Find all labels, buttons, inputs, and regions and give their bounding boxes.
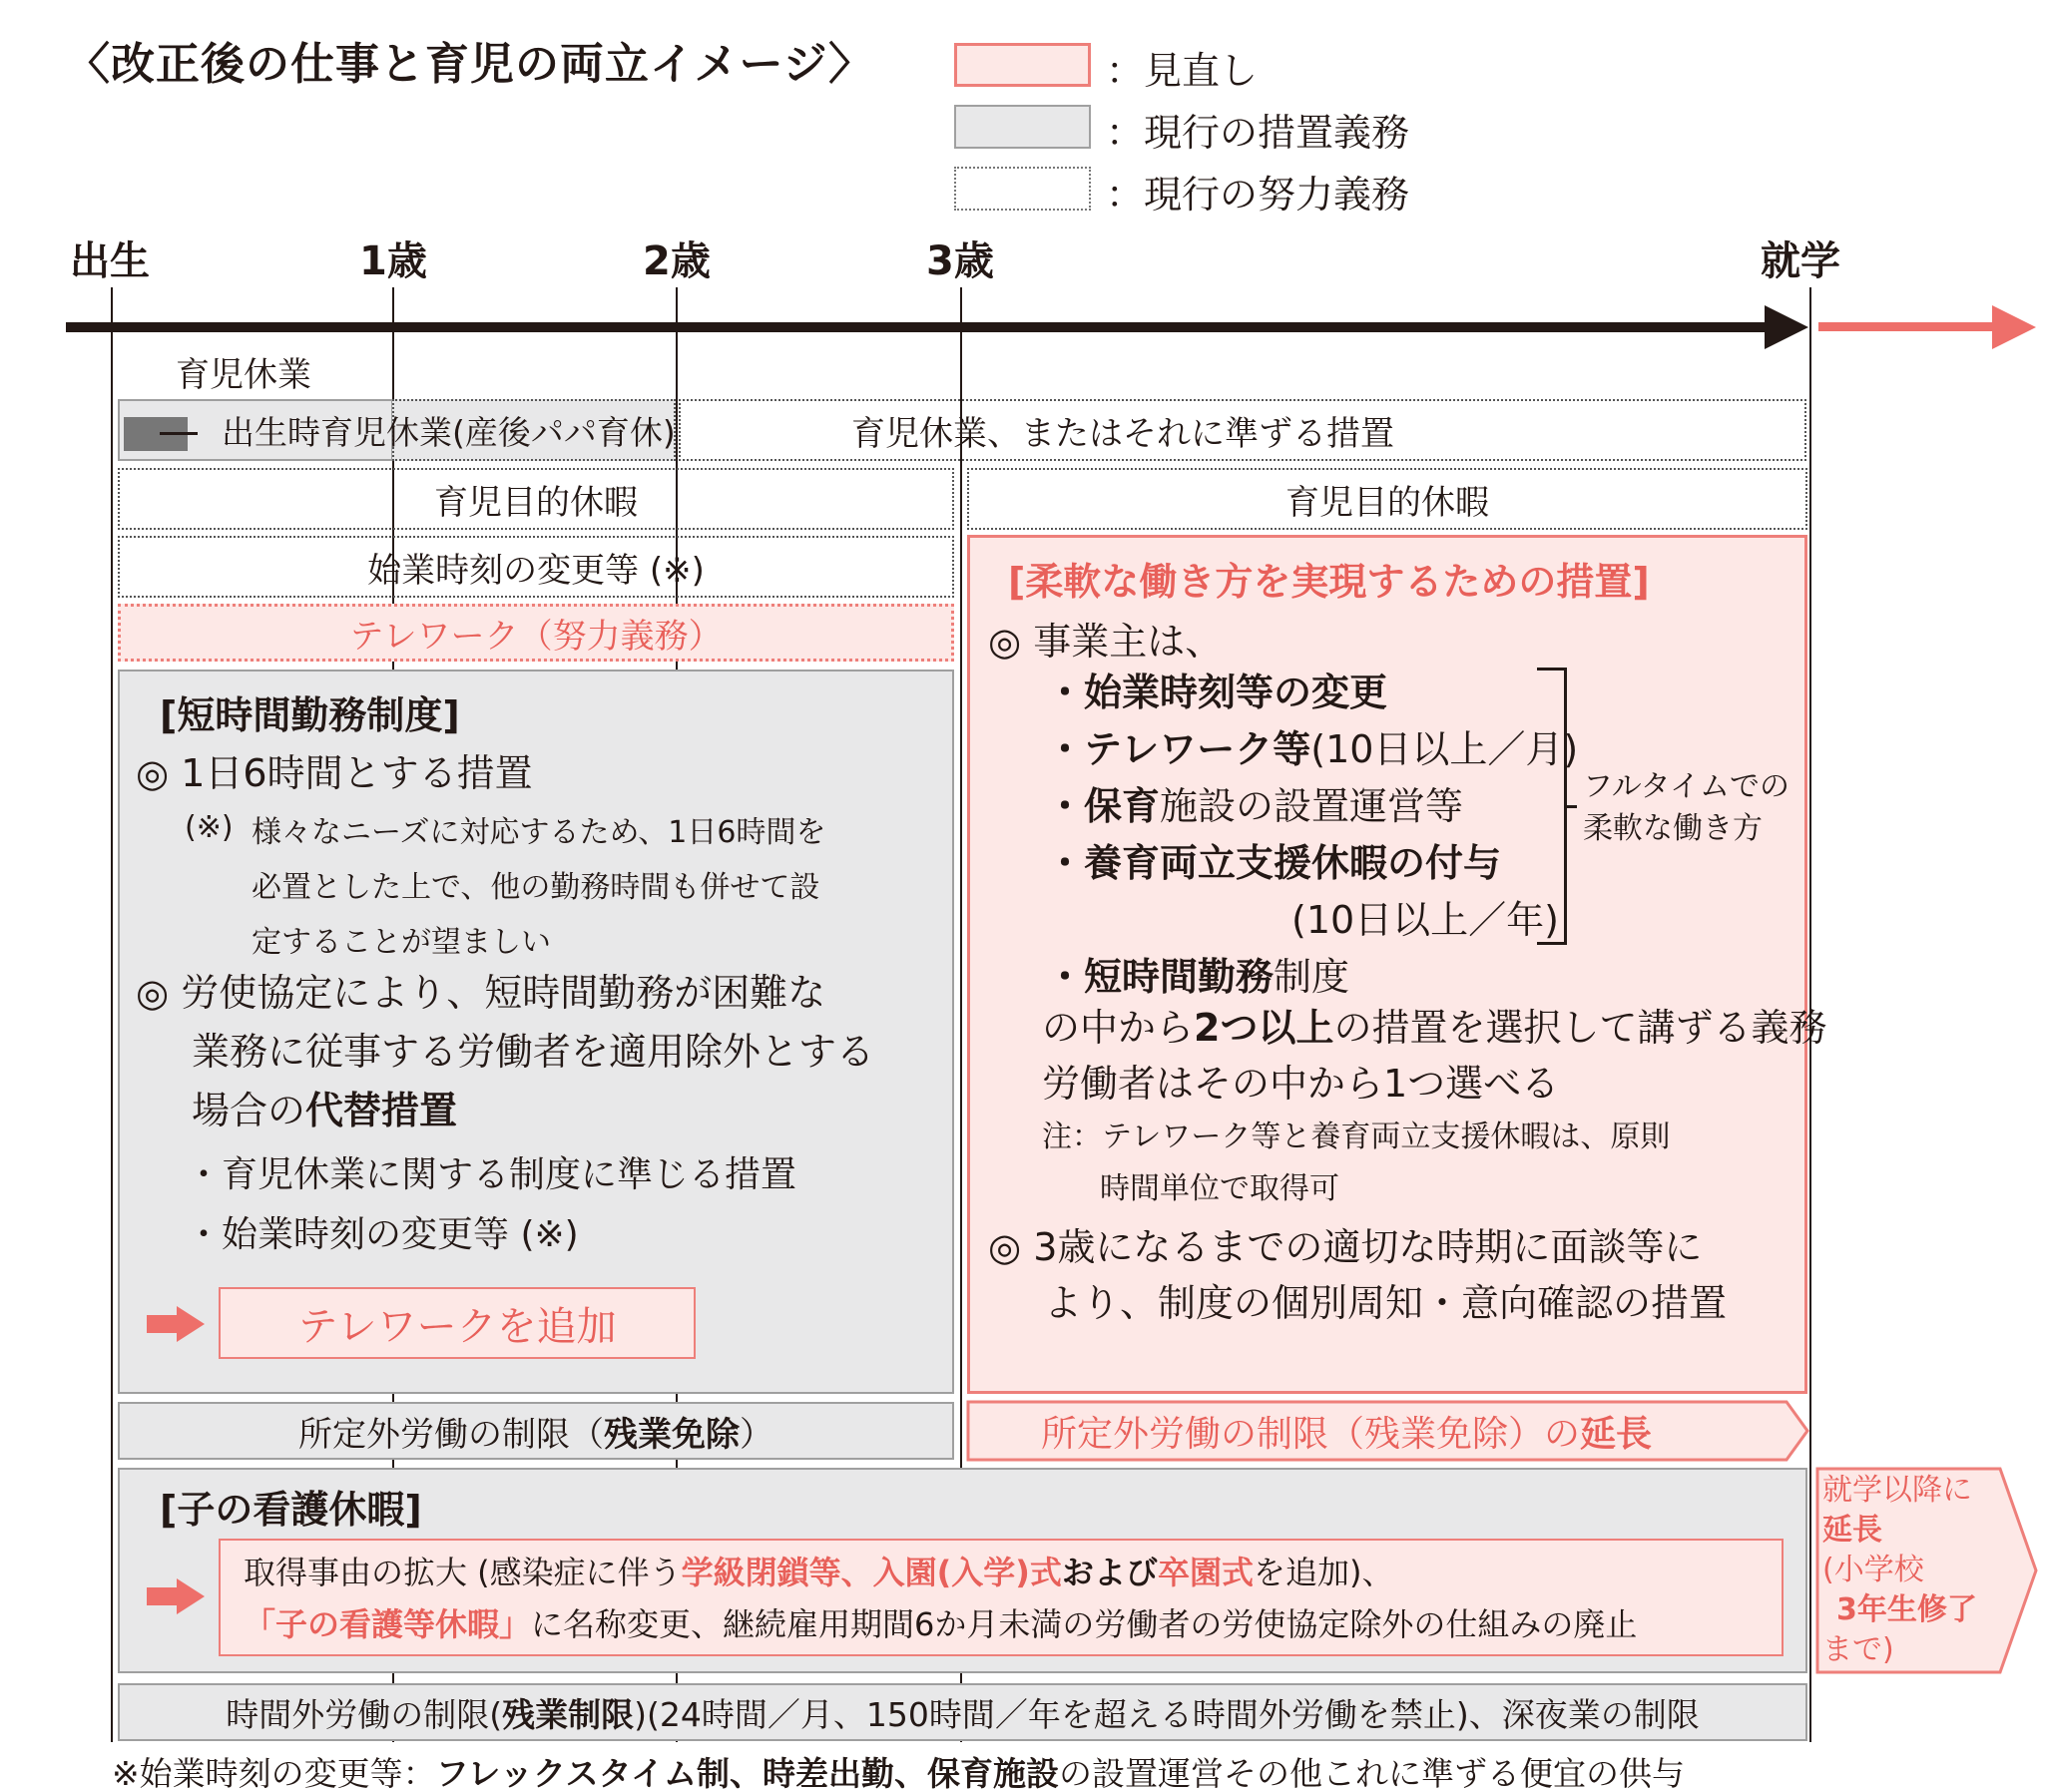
overtime-exemption-bold: 残業免除	[604, 1414, 740, 1455]
extension-line-1: 就学以降に	[1822, 1473, 1972, 1508]
option-support-leave-bold: ・養育両立支援休暇の付与	[1046, 841, 1502, 885]
birth-leave-leader-line	[160, 432, 198, 435]
sick-child-leave-changes	[244, 1547, 1637, 1650]
bracket-pointer	[1567, 805, 1577, 808]
extension-line-2: 延長	[1822, 1513, 1882, 1548]
axis-label-age-1: 1歳	[359, 238, 427, 284]
option-support-leave-detail-text: (10日以上／年)	[1291, 898, 1560, 942]
option-start-time	[1046, 665, 1578, 721]
axis-label-age-2: 2歳	[643, 238, 711, 284]
childcare-leave-equivalent-label: 育児休業、またはそれに準ずる措置	[851, 413, 1394, 454]
sick-child-leave-line-1	[244, 1547, 1637, 1598]
legend-label-revised: ：見直し	[1106, 49, 1259, 93]
flexible-choice-text	[1042, 1000, 1826, 1112]
line1-seg-4: 卒園式	[1157, 1554, 1254, 1591]
telework-effort-label: テレワーク（努力義務）	[349, 616, 723, 657]
purpose-leave-row-left	[118, 468, 954, 530]
add-telework-label: テレワークを追加	[297, 1303, 617, 1350]
overtime-exemption-row	[118, 1402, 954, 1460]
childcare-leave-equivalent-row	[679, 399, 1806, 461]
short-hours-bullet-2: ・始業時刻の変更等 (※)	[186, 1214, 579, 1255]
flexible-item-2-line-2: より、制度の個別周知・意向確認の措置	[1044, 1281, 1728, 1325]
flexible-note-line-1: 注：テレワーク等と養育両立支援休暇は、原則	[1042, 1120, 1671, 1154]
option-support-leave	[1046, 835, 1578, 892]
footnote-prefix: ※始業時刻の変更等：	[112, 1754, 436, 1792]
option-start-time-bold: ・始業時刻等の変更	[1046, 671, 1388, 714]
short-hours-note	[252, 805, 825, 970]
worker-choice: 労働者はその中から1つ選べる	[1042, 1062, 1560, 1106]
option-short-hours	[1046, 949, 1578, 1006]
legend-label-current-mandatory: ：現行の措置義務	[1106, 111, 1410, 155]
choose-bold: 2つ以上	[1194, 1006, 1334, 1050]
line1-seg-5: を追加)、	[1253, 1554, 1394, 1591]
add-telework-arrow-icon	[147, 1306, 205, 1342]
line1-seg-2: 学級閉鎖等、入園(入学)式	[681, 1554, 1062, 1591]
line1-seg-3: および	[1061, 1554, 1158, 1591]
flexible-work-heading: [柔軟な働き方を実現するための措置]	[1008, 560, 1650, 604]
start-time-change-label: 始業時刻の変更等 (※)	[367, 550, 705, 591]
timeline-arrowhead-icon	[1765, 305, 1808, 349]
short-hours-note-line-2: 必置とした上で、他の勤務時間も併せて設	[252, 870, 820, 905]
option-short-hours-normal: 制度	[1274, 955, 1350, 999]
line2-seg-2: に名称変更、継続雇用期間6か月未満の労働者の労使協定除外の仕組みの廃止	[531, 1605, 1638, 1643]
timeline-axis	[66, 322, 1775, 332]
option-support-leave-detail	[1046, 892, 1578, 949]
bracket-note-line-2: 柔軟な働き方	[1583, 811, 1763, 846]
flexible-item-2-line-1: ◎ 3歳になるまでの適切な時期に面談等に	[988, 1225, 1703, 1269]
legend-swatch-current-effort	[954, 167, 1091, 211]
short-hours-item-2-line-2: 業務に従事する労働者を適用除外とする	[192, 1030, 875, 1074]
school-extension-text	[1822, 1471, 1977, 1670]
axis-label-birth: 出生	[70, 238, 150, 284]
flexible-item-2	[988, 1219, 1727, 1331]
line1-seg-1: 取得事由の拡大 (感染症に伴う	[244, 1554, 682, 1591]
overtime-limit-bold: 残業制限	[502, 1694, 635, 1734]
overtime-limit-suffix: )(24時間／月、150時間／年を超える時間外労働を禁止)、深夜業の制限	[634, 1694, 1700, 1734]
purpose-leave-left-label: 育児目的休暇	[434, 482, 638, 523]
sick-child-leave-line-2	[244, 1598, 1637, 1650]
legend-swatch-revised	[954, 43, 1091, 87]
extension-line-3: (小学校	[1822, 1553, 1924, 1587]
fulltime-options-bracket	[1537, 668, 1567, 945]
footnote-suffix: の設置運営その他これに準ずる便宜の供与	[1059, 1754, 1686, 1792]
axis-label-school-entry: 就学	[1761, 238, 1840, 284]
sick-child-leave-arrow-icon	[147, 1578, 205, 1614]
short-hours-item-1: ◎ 1日6時間とする措置	[136, 751, 533, 795]
start-time-change-row	[118, 536, 954, 598]
short-hours-bullets	[186, 1145, 796, 1265]
option-childcare-facility-normal: 施設の設置運営等	[1160, 784, 1464, 828]
short-hours-note-line-3: 定することが望ましい	[252, 925, 551, 960]
extension-arrow	[1818, 322, 1998, 331]
sick-child-leave-heading: [子の看護休暇]	[160, 1488, 422, 1532]
option-childcare-facility-bold: ・保育	[1046, 784, 1161, 828]
overtime-exemption-prefix: 所定外労働の制限（	[298, 1414, 604, 1455]
short-hours-note-line-1: 様々なニーズに対応するため、1日6時間を	[252, 815, 826, 850]
short-hours-item-2	[136, 964, 874, 1140]
option-childcare-facility	[1046, 778, 1578, 835]
tick-line-birth	[111, 287, 113, 1742]
overtime-limit-row	[118, 1683, 1807, 1741]
short-hours-bullet-1: ・育児休業に関する制度に準じる措置	[186, 1154, 797, 1195]
option-telework-normal: (10日以上／月)	[1310, 727, 1579, 771]
legend-swatch-current-mandatory	[954, 105, 1091, 149]
extension-arrowhead-icon	[1992, 305, 2036, 349]
diagram-title: 〈改正後の仕事と育児の両立イメージ〉	[66, 39, 874, 90]
bracket-note-line-1: フルタイムでの	[1583, 769, 1789, 804]
overtime-exemption-extension-row	[967, 1402, 1726, 1460]
choose-suffix: の措置を選択して講ずる義務	[1333, 1006, 1827, 1050]
overtime-extension-prefix: 所定外労働の制限（残業免除）の	[1040, 1413, 1580, 1455]
flexible-note	[1042, 1112, 1670, 1215]
short-hours-note-mark: (※)	[185, 810, 234, 845]
add-telework-box	[219, 1287, 696, 1359]
extension-line-5: まで)	[1822, 1632, 1894, 1667]
alternative-measures-bold: 代替措置	[305, 1089, 458, 1132]
short-hours-item-2-line-3	[136, 1082, 874, 1140]
axis-label-age-3: 3歳	[926, 238, 994, 284]
option-telework-bold: ・テレワーク等	[1046, 727, 1311, 771]
alternative-measures-prefix: 場合の	[192, 1089, 306, 1132]
birth-leave-label: 出生時育児休業(産後パパ育休)	[222, 413, 676, 452]
flexible-options-list	[1046, 665, 1578, 1006]
short-hours-heading: [短時間勤務制度]	[160, 693, 460, 737]
telework-effort-row	[118, 604, 954, 662]
option-telework	[1046, 721, 1578, 778]
choose-two-or-more	[1042, 1000, 1826, 1056]
option-short-hours-bold: ・短時間勤務	[1046, 955, 1275, 999]
purpose-leave-row-right	[967, 468, 1807, 530]
extension-line-4: 3年生修了	[1836, 1592, 1977, 1627]
purpose-leave-right-label: 育児目的休暇	[1285, 482, 1489, 523]
flexible-work-intro: ◎ 事業主は、	[988, 620, 1224, 664]
line2-seg-1: 「子の看護等休暇」	[244, 1605, 532, 1643]
footnote	[112, 1748, 1685, 1792]
flexible-note-line-2: 時間単位で取得可	[1100, 1171, 1339, 1206]
short-hours-item-2-line-1: ◎ 労使協定により、短時間勤務が困難な	[136, 971, 826, 1015]
childcare-leave-label: 育児休業	[170, 347, 317, 396]
footnote-bold: フレックスタイム制、時差出勤、保育施設	[435, 1754, 1060, 1792]
overtime-limit-prefix: 時間外労働の制限(	[226, 1694, 503, 1734]
legend-label-current-effort: ：現行の努力義務	[1106, 173, 1410, 217]
choose-prefix: の中から	[1042, 1006, 1195, 1050]
overtime-extension-bold: 延長	[1580, 1413, 1653, 1455]
overtime-exemption-suffix: ）	[740, 1414, 773, 1455]
bracket-note	[1583, 766, 1789, 850]
